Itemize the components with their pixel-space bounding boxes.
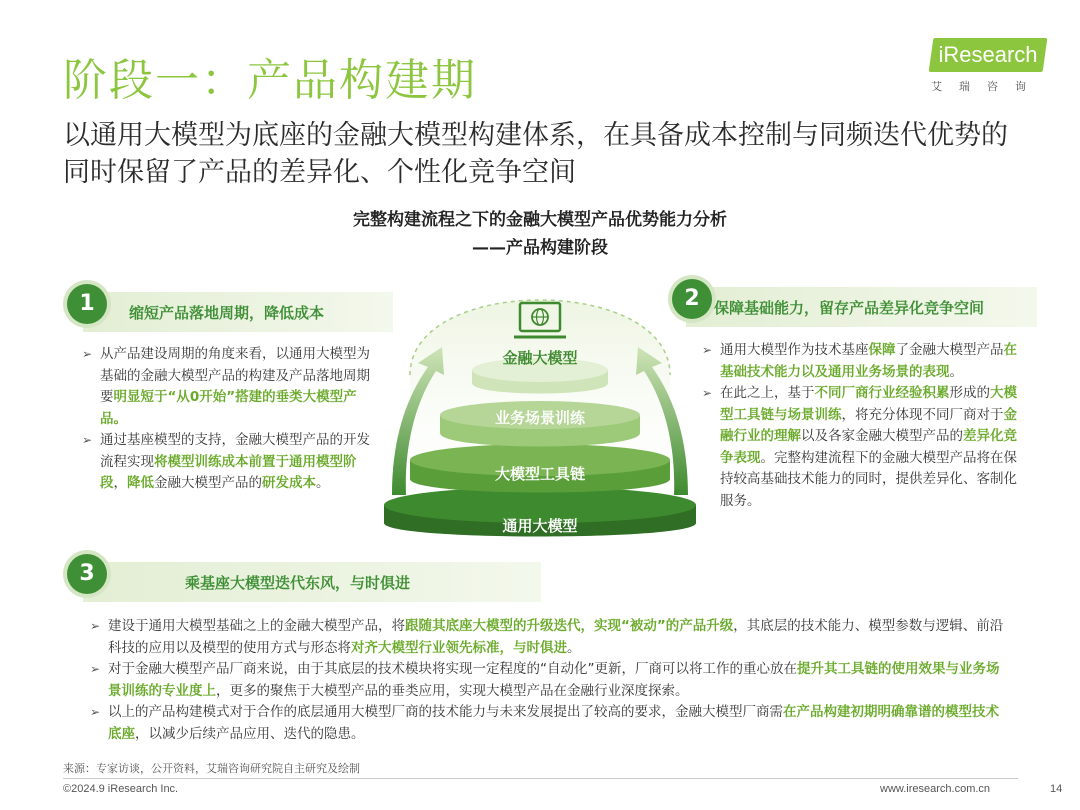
bullet-arrow-icon: ➢: [90, 705, 101, 719]
source-note: 来源：专家访谈，公开资料，艾瑞咨询研究院自主研究及绘制: [63, 762, 360, 775]
section1-bullet: [82, 344, 372, 430]
footer-url: www.iresearch.com.cn: [880, 783, 991, 795]
bullet-arrow-icon: ➢: [82, 433, 93, 447]
highlight-text: 在基础技术能力以及通用业务场景的表现: [720, 342, 1017, 380]
bullet-text: 。完整构建流程下的金融大模型产品将在保持较高基础技术能力的同时，提供差异化、客制化服务。: [720, 449, 1017, 509]
bullet-text: 金融大模型产品的: [154, 475, 262, 491]
section2-bullet: [702, 340, 1027, 383]
highlight-text: 不同厂商行业经验积累: [814, 385, 950, 401]
pyramid-diagram: [380, 255, 700, 555]
bullet-text: ，更多的聚焦于大模型产品的垂类应用，实现大模型产品在金融行业深度探索。: [216, 682, 689, 699]
bullet-text: 。: [949, 363, 963, 380]
highlight-text: 提升其工具链的使用效果与业务场景训练的专业度上: [108, 661, 1000, 699]
bullet-text: 以上的产品构建模式对于合作的底层通用大模型厂商的技术能力与未来发展提出了较高的要求，金融大模型厂商需: [108, 704, 783, 720]
page-subtitle: 以通用大模型为底座的金融大模型构建体系，在具备成本控制与同频迭代优势的同时保留了产品的差异化、个性化竞争空间: [63, 120, 1008, 188]
footer-rule: [63, 778, 1018, 779]
level-label-scene: 业务场景训练: [494, 409, 586, 427]
highlight-text: 大模型工具链与场景训练: [720, 385, 1017, 423]
section2-bullet: [702, 383, 1027, 512]
bullet-text: 在此之上，基于: [720, 385, 815, 401]
section1-label: 缩短产品落地周期，降低成本: [129, 304, 325, 322]
section3-label: 乘基座大模型迭代东风，与时俱进: [185, 574, 411, 592]
section3-number: 3: [67, 554, 107, 594]
bullet-arrow-icon: ➢: [702, 343, 713, 357]
highlight-text: 跟随其底座大模型的升级迭代，实现“被动”的产品升级: [405, 618, 734, 634]
bullet-text: ，将充分体现不同厂商对于: [841, 406, 1004, 423]
bullet-arrow-icon: ➢: [702, 386, 713, 400]
highlight-text: 研发成本: [262, 475, 316, 491]
level-label-tool: 大模型工具链: [494, 465, 586, 483]
bullet-text: 通用大模型作为技术基座: [720, 342, 869, 358]
bullet-text: 。: [316, 475, 330, 491]
highlight-text: 保障: [868, 342, 896, 358]
bullet-text: 通过基座模型的支持，金融大模型产品的开发流程实现: [100, 432, 370, 470]
section3-bullets: [90, 616, 1010, 745]
bullet-text: 。: [567, 639, 581, 656]
highlight-text: 明显短于“从0开始”搭建的垂类大模型产品。: [100, 389, 357, 427]
section1-bullet: [82, 430, 372, 495]
page-title: 阶段一：产品构建期: [63, 55, 477, 106]
bullet-text: ，: [113, 475, 127, 491]
highlight-text: 降低: [127, 475, 154, 491]
section1-bullets: [82, 344, 372, 495]
highlight-text: 将模型训练成本前置于通用模型阶段: [100, 453, 357, 491]
level-label-top: 金融大模型: [502, 349, 578, 367]
bullet-text: 了金融大模型产品: [895, 342, 1004, 358]
bullet-text: 形成的: [949, 385, 990, 401]
chart-title-line1: 完整构建流程之下的金融大模型产品优势能力分析: [353, 210, 727, 230]
section3-bullet: [90, 702, 1010, 745]
bullet-arrow-icon: ➢: [90, 619, 101, 633]
bullet-text: 从产品建设周期的角度来看，以通用大模型为基础的金融大模型产品的构建及产品落地周期要: [100, 346, 370, 405]
section2-header: [672, 287, 1037, 327]
bullet-arrow-icon: ➢: [82, 347, 93, 361]
highlight-text: 金融行业的理解: [720, 406, 1017, 444]
logo-subtext: 艾瑞咨询: [931, 80, 1043, 93]
bullet-text: ，其底层的技术能力、模型参数与逻辑、前沿科技的应用以及模型的使用方式与形态将: [108, 618, 1004, 656]
section2-label: 保障基础能力，留存产品差异化竞争空间: [714, 299, 985, 317]
footer-copyright: ©2024.9 iResearch Inc.: [63, 783, 179, 795]
bullet-text: 对于金融大模型产品厂商来说，由于其底层的技术模块将实现一定程度的“自动化”更新，厂商可以将工作的重心放在: [108, 661, 797, 677]
section2-number: 2: [672, 279, 712, 319]
page-number: 14: [1050, 783, 1063, 795]
bullet-text: 建设于通用大模型基础之上的金融大模型产品，将: [108, 618, 405, 634]
section3-bullet: [90, 616, 1010, 659]
chart-title-line2: ——产品构建阶段: [472, 238, 608, 258]
chart-title: [240, 206, 840, 262]
section1-header: [63, 292, 393, 332]
highlight-text: 对齐大模型行业领先标准，与时俱进: [351, 639, 567, 656]
bullet-arrow-icon: ➢: [90, 662, 101, 676]
highlight-text: 差异化竞争表现: [720, 428, 1017, 466]
bullet-text: ，以减少后续产品应用、迭代的隐患。: [135, 725, 365, 742]
logo-brand: iResearch: [938, 42, 1038, 67]
level-label-base: 通用大模型: [502, 517, 578, 535]
section1-number: 1: [67, 284, 107, 324]
section2-bullets: [702, 340, 1027, 512]
iresearch-logo: [925, 38, 1050, 98]
bullet-text: 以及各家金融大模型产品的: [801, 428, 963, 444]
section3-bullet: [90, 659, 1010, 702]
highlight-text: 在产品构建初期明确靠谱的模型技术底座: [108, 704, 999, 742]
section3-header: [63, 562, 541, 602]
